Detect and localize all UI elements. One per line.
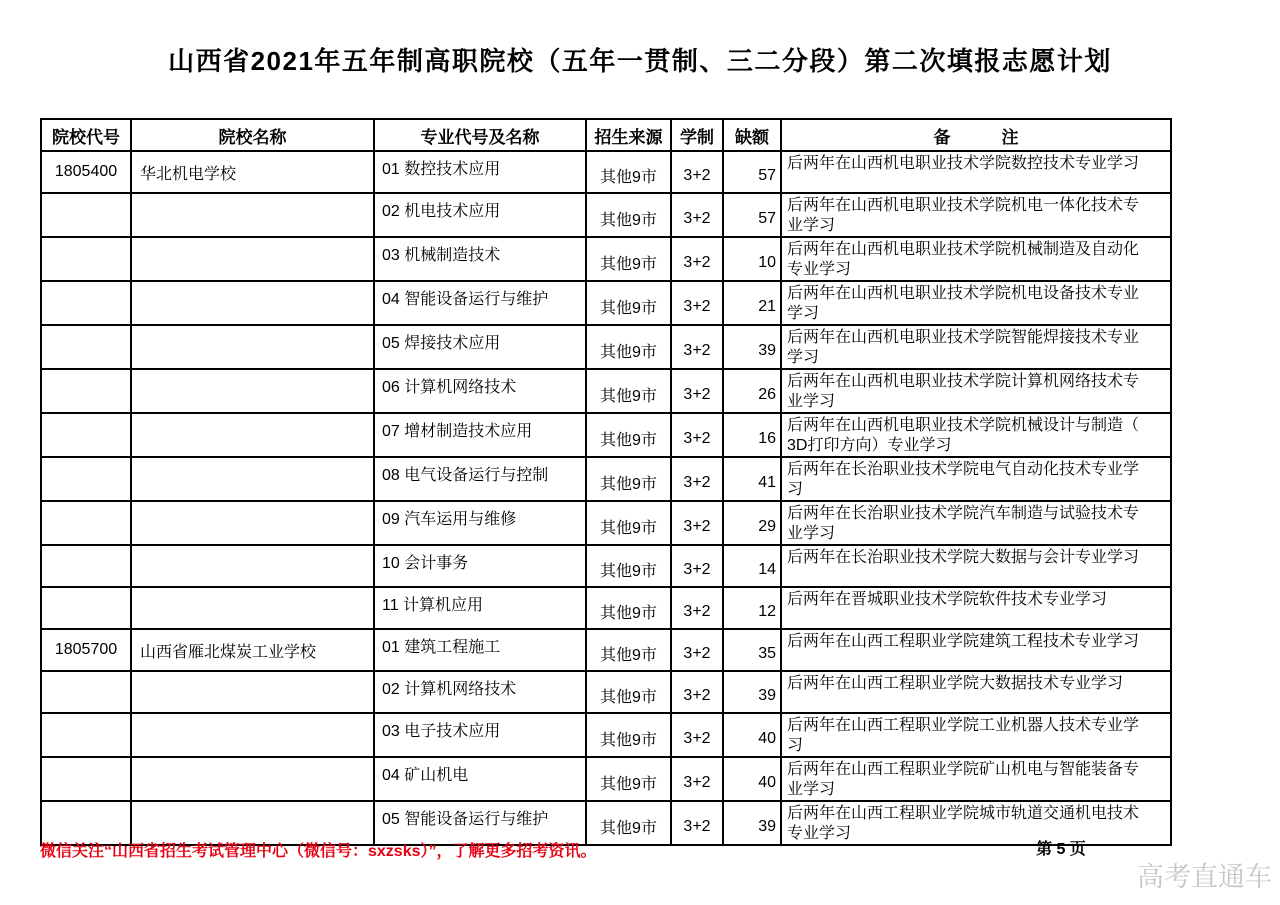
cell-remark [781, 713, 1171, 757]
cell-major: 01 建筑工程施工 [374, 629, 586, 671]
plan-table [40, 118, 1172, 846]
remark-text: 后两年在长治职业技术学院电气自动化技术专业学习 [787, 461, 1140, 498]
cell-remark [781, 413, 1171, 457]
table-row [41, 629, 1171, 671]
cell-school-code [41, 193, 131, 237]
table-row [41, 193, 1171, 237]
cell-major: 06 计算机网络技术 [374, 369, 586, 413]
cell-school-code [41, 325, 131, 369]
cell-major: 11 计算机应用 [374, 587, 586, 629]
cell-vacancy: 40 [723, 757, 781, 801]
col-header-school-name: 院校名称 [131, 119, 374, 151]
cell-vacancy: 39 [723, 325, 781, 369]
remark-text: 后两年在山西工程职业学院工业机器人技术专业学习 [787, 717, 1140, 754]
cell-source: 其他9市 [586, 501, 671, 545]
remark-text: 后两年在山西工程职业学院建筑工程技术专业学习 [787, 633, 1140, 650]
cell-remark [781, 587, 1171, 629]
cell-vacancy: 35 [723, 629, 781, 671]
cell-remark [781, 629, 1171, 671]
cell-major: 03 机械制造技术 [374, 237, 586, 281]
table-row [41, 757, 1171, 801]
cell-source: 其他9市 [586, 325, 671, 369]
cell-duration: 3+2 [671, 237, 723, 281]
cell-major: 07 增材制造技术应用 [374, 413, 586, 457]
cell-school-name [131, 413, 374, 457]
cell-school-code [41, 281, 131, 325]
cell-source: 其他9市 [586, 629, 671, 671]
cell-major: 10 会计事务 [374, 545, 586, 587]
cell-source: 其他9市 [586, 457, 671, 501]
table-row [41, 237, 1171, 281]
watermark: 高考直通车 [1137, 862, 1272, 892]
cell-school-name: 山西省雁北煤炭工业学校 [131, 629, 374, 671]
cell-school-name [131, 281, 374, 325]
remark-text: 后两年在山西机电职业技术学院机械设计与制造（3D打印方向）专业学习 [787, 417, 1140, 454]
cell-vacancy: 21 [723, 281, 781, 325]
col-header-school-code: 院校代号 [41, 119, 131, 151]
table-row [41, 281, 1171, 325]
cell-school-code: 1805700 [41, 629, 131, 671]
cell-school-name [131, 325, 374, 369]
col-header-major: 专业代号及名称 [374, 119, 586, 151]
plan-table-body [41, 151, 1171, 845]
cell-source: 其他9市 [586, 545, 671, 587]
cell-vacancy: 16 [723, 413, 781, 457]
cell-source: 其他9市 [586, 587, 671, 629]
cell-major: 05 智能设备运行与维护 [374, 801, 586, 845]
remark-text: 后两年在长治职业技术学院大数据与会计专业学习 [787, 549, 1140, 566]
col-header-duration: 学制 [671, 119, 723, 151]
cell-duration: 3+2 [671, 457, 723, 501]
col-header-vacancy: 缺额 [723, 119, 781, 151]
cell-remark [781, 281, 1171, 325]
cell-vacancy: 57 [723, 193, 781, 237]
footer-notice: 微信关注“山西省招生考试管理中心（微信号：sxzsks）”，了解更多招考资讯。 [40, 843, 597, 860]
cell-vacancy: 41 [723, 457, 781, 501]
cell-school-name [131, 713, 374, 757]
remark-text: 后两年在山西机电职业技术学院机电一体化技术专业学习 [787, 197, 1140, 234]
cell-school-code [41, 713, 131, 757]
cell-school-code [41, 501, 131, 545]
cell-school-name [131, 369, 374, 413]
cell-vacancy: 29 [723, 501, 781, 545]
cell-remark [781, 193, 1171, 237]
cell-major: 04 智能设备运行与维护 [374, 281, 586, 325]
cell-school-code [41, 671, 131, 713]
remark-text: 后两年在长治职业技术学院汽车制造与试验技术专业学习 [787, 505, 1140, 542]
cell-school-code [41, 757, 131, 801]
cell-school-code: 1805400 [41, 151, 131, 193]
cell-vacancy: 57 [723, 151, 781, 193]
table-row [41, 713, 1171, 757]
cell-source: 其他9市 [586, 413, 671, 457]
table-row [41, 413, 1171, 457]
cell-vacancy: 12 [723, 587, 781, 629]
remark-text: 后两年在山西工程职业学院矿山机电与智能装备专业学习 [787, 761, 1140, 798]
cell-duration: 3+2 [671, 629, 723, 671]
cell-remark [781, 325, 1171, 369]
cell-school-code [41, 457, 131, 501]
table-row [41, 671, 1171, 713]
col-header-remark: 备 注 [781, 119, 1171, 151]
cell-vacancy: 39 [723, 671, 781, 713]
table-row [41, 457, 1171, 501]
table-row [41, 151, 1171, 193]
cell-source: 其他9市 [586, 713, 671, 757]
remark-text: 后两年在山西机电职业技术学院智能焊接技术专业学习 [787, 329, 1140, 366]
cell-vacancy: 14 [723, 545, 781, 587]
cell-major: 03 电子技术应用 [374, 713, 586, 757]
cell-vacancy: 26 [723, 369, 781, 413]
cell-duration: 3+2 [671, 545, 723, 587]
cell-major: 01 数控技术应用 [374, 151, 586, 193]
cell-duration: 3+2 [671, 193, 723, 237]
cell-remark [781, 545, 1171, 587]
cell-duration: 3+2 [671, 501, 723, 545]
table-row [41, 545, 1171, 587]
cell-school-name [131, 757, 374, 801]
cell-duration: 3+2 [671, 281, 723, 325]
cell-remark [781, 457, 1171, 501]
cell-major: 02 机电技术应用 [374, 193, 586, 237]
remark-text: 后两年在晋城职业技术学院软件技术专业学习 [787, 591, 1108, 608]
cell-school-code [41, 587, 131, 629]
cell-source: 其他9市 [586, 237, 671, 281]
table-header-row [41, 119, 1171, 151]
cell-duration: 3+2 [671, 801, 723, 845]
cell-school-code [41, 237, 131, 281]
remark-text: 后两年在山西机电职业技术学院机电设备技术专业学习 [787, 285, 1140, 322]
cell-major: 09 汽车运用与维修 [374, 501, 586, 545]
table-row [41, 587, 1171, 629]
table-row [41, 325, 1171, 369]
remark-text: 后两年在山西工程职业学院大数据技术专业学习 [787, 675, 1124, 692]
table-row [41, 501, 1171, 545]
cell-source: 其他9市 [586, 193, 671, 237]
cell-school-name [131, 587, 374, 629]
cell-duration: 3+2 [671, 671, 723, 713]
page-number: 第 5 页 [1036, 841, 1086, 858]
table-row [41, 369, 1171, 413]
cell-major: 05 焊接技术应用 [374, 325, 586, 369]
cell-major: 04 矿山机电 [374, 757, 586, 801]
cell-remark [781, 369, 1171, 413]
cell-source: 其他9市 [586, 281, 671, 325]
cell-remark [781, 671, 1171, 713]
cell-remark [781, 757, 1171, 801]
cell-school-name [131, 457, 374, 501]
cell-duration: 3+2 [671, 325, 723, 369]
cell-duration: 3+2 [671, 369, 723, 413]
remark-text: 后两年在山西工程职业学院城市轨道交通机电技术专业学习 [787, 805, 1140, 842]
cell-duration: 3+2 [671, 713, 723, 757]
cell-school-code [41, 369, 131, 413]
cell-school-name [131, 501, 374, 545]
page-title: 山西省2021年五年制高职院校（五年一贯制、三二分段）第二次填报志愿计划 [168, 46, 1112, 76]
col-header-source: 招生来源 [586, 119, 671, 151]
cell-source: 其他9市 [586, 369, 671, 413]
cell-remark [781, 501, 1171, 545]
cell-school-code [41, 413, 131, 457]
cell-school-name: 华北机电学校 [131, 151, 374, 193]
cell-school-name [131, 237, 374, 281]
cell-school-code [41, 545, 131, 587]
cell-vacancy: 40 [723, 713, 781, 757]
cell-vacancy: 10 [723, 237, 781, 281]
cell-remark [781, 151, 1171, 193]
remark-text: 后两年在山西机电职业技术学院机械制造及自动化专业学习 [787, 241, 1140, 278]
cell-remark [781, 237, 1171, 281]
cell-school-name [131, 671, 374, 713]
cell-major: 02 计算机网络技术 [374, 671, 586, 713]
cell-vacancy: 39 [723, 801, 781, 845]
cell-source: 其他9市 [586, 671, 671, 713]
cell-duration: 3+2 [671, 587, 723, 629]
remark-text: 后两年在山西机电职业技术学院数控技术专业学习 [787, 155, 1140, 172]
cell-duration: 3+2 [671, 413, 723, 457]
cell-school-name [131, 193, 374, 237]
cell-duration: 3+2 [671, 151, 723, 193]
cell-source: 其他9市 [586, 757, 671, 801]
cell-school-name [131, 545, 374, 587]
cell-duration: 3+2 [671, 757, 723, 801]
cell-major: 08 电气设备运行与控制 [374, 457, 586, 501]
cell-remark [781, 801, 1171, 845]
cell-source: 其他9市 [586, 801, 671, 845]
cell-source: 其他9市 [586, 151, 671, 193]
remark-text: 后两年在山西机电职业技术学院计算机网络技术专业学习 [787, 373, 1140, 410]
